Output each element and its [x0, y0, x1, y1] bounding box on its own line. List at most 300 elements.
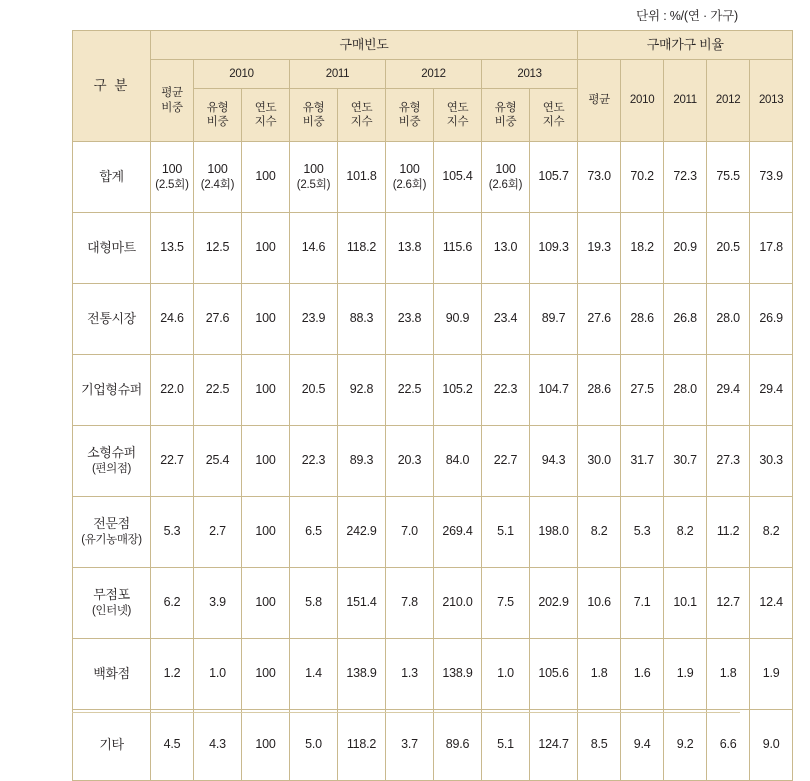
cell-2010-share	[194, 213, 242, 284]
cell-household-2010	[621, 284, 664, 355]
cell-2012-share	[386, 568, 434, 639]
cell-2011-share	[290, 284, 338, 355]
header-2012-year-index	[434, 89, 482, 142]
header-group-purchase-frequency: 구매빈도	[151, 31, 578, 60]
cell-2011-index	[338, 426, 386, 497]
cell-value: 13.8	[397, 240, 422, 255]
cell-value: 118.2	[346, 240, 377, 255]
cell-household-2011	[664, 639, 707, 710]
cell-value: 17.8	[759, 240, 783, 255]
cell-value: 7.0	[401, 524, 418, 539]
cell-value: 269.4	[442, 524, 473, 539]
header-household-2013: 2013	[750, 60, 793, 142]
cell-2010-index	[242, 142, 290, 213]
header-2013-year-index	[530, 89, 578, 142]
cell-2013-share	[482, 142, 530, 213]
cell-2013-index	[530, 426, 578, 497]
cell-value: 94.3	[541, 453, 566, 468]
cell-household-2012	[707, 142, 750, 213]
cell-value: 210.0	[442, 595, 473, 610]
cell-value: 202.9	[538, 595, 569, 610]
cell-value: 7.8	[401, 595, 418, 610]
cell-2011-share	[290, 426, 338, 497]
cell-value: 9.4	[633, 737, 651, 752]
cell-household-2010	[621, 710, 664, 781]
cell-household-2012	[707, 355, 750, 426]
cell-value: 22.7	[493, 453, 518, 468]
cell-2011-index	[338, 639, 386, 710]
cell-2010-share	[194, 142, 242, 213]
cell-value: 20.9	[673, 240, 697, 255]
cell-household-2011	[664, 284, 707, 355]
cell-value-note: (2.5회)	[155, 178, 189, 191]
cell-2013-share	[482, 639, 530, 710]
header-group-purchasing-household-ratio: 구매가구 비율	[578, 31, 793, 60]
cell-household-2011	[664, 710, 707, 781]
header-household-2012: 2012	[707, 60, 750, 142]
cell-value: 100	[255, 240, 276, 255]
cell-household-2012	[707, 497, 750, 568]
cell-value: 28.6	[630, 311, 654, 326]
cell-value: 1.3	[401, 666, 418, 681]
cell-2012-index	[434, 568, 482, 639]
cell-2011-share	[290, 497, 338, 568]
row-label-main: 대형마트	[87, 239, 136, 255]
row-label-main: 기타	[99, 736, 124, 752]
cell-value: 30.7	[673, 453, 697, 468]
row-header-label	[73, 710, 151, 781]
label-share-line1: 유형	[398, 101, 421, 114]
cell-value: 29.4	[759, 382, 783, 397]
cell-2012-index	[434, 213, 482, 284]
cell-value: 10.1	[673, 595, 697, 610]
cell-household-2011	[664, 142, 707, 213]
cell-2013-index	[530, 355, 578, 426]
cell-value: 20.3	[397, 453, 422, 468]
cell-2010-share	[194, 497, 242, 568]
cell-value: 8.2	[676, 524, 694, 539]
cell-value: 8.2	[762, 524, 780, 539]
cell-2012-index	[434, 426, 482, 497]
cell-value: 89.3	[349, 453, 374, 468]
cell-2011-share	[290, 355, 338, 426]
label-share-line1: 유형	[494, 101, 517, 114]
cell-value: 104.7	[538, 382, 569, 397]
cell-frequency-average	[151, 710, 194, 781]
row-header-label	[73, 284, 151, 355]
row-header-label	[73, 639, 151, 710]
cell-household-2010	[621, 355, 664, 426]
cell-household-average	[578, 639, 621, 710]
header-2012-type-share	[386, 89, 434, 142]
cell-value: 242.9	[346, 524, 377, 539]
cell-value: 27.6	[587, 311, 611, 326]
label-share-line2: 비중	[398, 116, 421, 128]
cell-value: 100	[255, 737, 276, 752]
cell-frequency-average	[151, 639, 194, 710]
cell-2010-share	[194, 284, 242, 355]
cell-household-2011	[664, 213, 707, 284]
cell-2012-index	[434, 284, 482, 355]
cell-household-2013	[750, 213, 793, 284]
row-header-label	[73, 142, 151, 213]
table-row	[73, 355, 793, 426]
cell-value: 8.5	[590, 737, 608, 752]
table-row	[73, 142, 793, 213]
cell-value: 9.0	[762, 737, 780, 752]
table-body	[73, 142, 793, 781]
cell-2010-index	[242, 426, 290, 497]
cell-value: 26.9	[759, 311, 783, 326]
cell-household-average	[578, 142, 621, 213]
cell-2011-share	[290, 710, 338, 781]
cell-value: 1.2	[163, 666, 181, 681]
cell-value: 13.5	[160, 240, 184, 255]
cell-value: 1.6	[633, 666, 651, 681]
cell-household-2011	[664, 497, 707, 568]
cell-household-average	[578, 497, 621, 568]
label-index-line1: 연도	[542, 101, 565, 114]
cell-2010-share	[194, 355, 242, 426]
table-header	[73, 31, 793, 142]
cell-2011-index	[338, 284, 386, 355]
header-2010-year-index	[242, 89, 290, 142]
cell-value: 28.0	[673, 382, 697, 397]
cell-2010-index	[242, 213, 290, 284]
cell-value: 28.0	[716, 311, 740, 326]
cell-value: 1.8	[719, 666, 737, 681]
header-year-2010: 2010	[194, 60, 290, 89]
cell-value: 100	[495, 162, 516, 176]
cell-2013-share	[482, 355, 530, 426]
cell-value: 1.0	[209, 666, 226, 681]
row-header-label	[73, 568, 151, 639]
row-label-main: 합계	[99, 168, 124, 184]
cell-value: 14.6	[301, 240, 326, 255]
table-row	[73, 497, 793, 568]
cell-2011-index	[338, 142, 386, 213]
cell-value: 88.3	[349, 311, 374, 326]
cell-value: 4.3	[209, 737, 226, 752]
cell-value: 12.4	[759, 595, 783, 610]
cell-value: 22.5	[205, 382, 230, 397]
header-2011-type-share	[290, 89, 338, 142]
cell-2012-index	[434, 710, 482, 781]
cell-2013-share	[482, 213, 530, 284]
label-share-line2: 비중	[206, 116, 229, 128]
cell-household-2010	[621, 568, 664, 639]
cell-household-2013	[750, 710, 793, 781]
cell-value: 138.9	[346, 666, 377, 681]
cell-household-2010	[621, 426, 664, 497]
row-label-main: 백화점	[93, 665, 130, 681]
cell-2011-share	[290, 213, 338, 284]
cell-household-average	[578, 568, 621, 639]
cell-2012-share	[386, 497, 434, 568]
cell-value-note: (2.5회)	[296, 178, 331, 191]
cell-2013-index	[530, 639, 578, 710]
cell-2011-share	[290, 142, 338, 213]
cell-household-2010	[621, 213, 664, 284]
cell-household-2013	[750, 639, 793, 710]
row-label-sub: (유기농매장)	[81, 533, 142, 546]
cell-frequency-average	[151, 142, 194, 213]
cell-value: 12.5	[205, 240, 230, 255]
cell-household-2012	[707, 568, 750, 639]
cell-2010-index	[242, 639, 290, 710]
unit-note: 단위 : %/(연 · 가구)	[636, 9, 738, 23]
cell-2012-share	[386, 639, 434, 710]
cell-value: 1.8	[590, 666, 608, 681]
cell-value: 100	[161, 162, 183, 176]
cell-2013-share	[482, 284, 530, 355]
cell-value: 18.2	[630, 240, 654, 255]
cell-value: 5.0	[305, 737, 322, 752]
cell-value: 118.2	[346, 737, 377, 752]
cell-value: 105.2	[442, 382, 473, 397]
cell-2010-share	[194, 426, 242, 497]
cell-value: 100	[255, 595, 276, 610]
cell-2013-index	[530, 710, 578, 781]
cell-value: 19.3	[587, 240, 611, 255]
label-share-line1: 유형	[206, 101, 229, 114]
cell-2010-index	[242, 284, 290, 355]
cell-value: 22.3	[301, 453, 326, 468]
cell-2013-share	[482, 568, 530, 639]
cell-value: 100	[303, 162, 324, 176]
cell-value: 100	[399, 162, 420, 176]
label-index-line1: 연도	[254, 101, 277, 114]
cell-value: 109.3	[538, 240, 569, 255]
cell-value: 100	[255, 311, 276, 326]
row-label-main: 전문점	[93, 516, 130, 532]
cell-2010-index	[242, 568, 290, 639]
cell-2011-index	[338, 497, 386, 568]
cell-value: 13.0	[493, 240, 518, 255]
cell-value: 23.9	[301, 311, 326, 326]
cell-value: 31.7	[630, 453, 654, 468]
cell-value: 100	[207, 162, 228, 176]
cell-value: 70.2	[630, 169, 654, 184]
cell-value: 100	[255, 524, 276, 539]
header-year-2011: 2011	[290, 60, 386, 89]
cell-value: 6.6	[719, 737, 737, 752]
label-index-line2: 지수	[254, 116, 277, 128]
cell-value: 100	[255, 169, 276, 184]
cell-value: 6.5	[305, 524, 322, 539]
header-2013-type-share	[482, 89, 530, 142]
row-label-main: 기업형슈퍼	[81, 381, 142, 397]
cell-value: 73.0	[587, 169, 611, 184]
label-share-line2: 비중	[494, 116, 517, 128]
cell-2012-index	[434, 639, 482, 710]
cell-value: 10.6	[587, 595, 611, 610]
cell-value: 3.7	[401, 737, 418, 752]
cell-value-note: (2.6회)	[488, 178, 523, 191]
cell-value: 89.6	[445, 737, 470, 752]
cell-frequency-average	[151, 426, 194, 497]
cell-household-2012	[707, 426, 750, 497]
cell-2012-share	[386, 355, 434, 426]
header-frequency-average-line1: 평균	[161, 87, 183, 100]
cell-2012-share	[386, 710, 434, 781]
cell-value: 24.6	[160, 311, 184, 326]
cell-value: 92.8	[349, 382, 374, 397]
cell-value: 100	[255, 453, 276, 468]
cell-household-2013	[750, 568, 793, 639]
cell-value: 101.8	[346, 169, 377, 184]
label-index-line2: 지수	[350, 116, 373, 128]
cell-2010-index	[242, 710, 290, 781]
cell-2010-index	[242, 497, 290, 568]
cell-2013-share	[482, 426, 530, 497]
cell-value: 5.3	[633, 524, 651, 539]
cell-2013-index	[530, 284, 578, 355]
cell-value: 1.4	[305, 666, 322, 681]
cell-2012-share	[386, 142, 434, 213]
cell-value: 5.3	[163, 524, 181, 539]
cell-value: 5.1	[497, 524, 514, 539]
cell-household-2012	[707, 284, 750, 355]
cell-2012-share	[386, 426, 434, 497]
bottom-rule	[72, 712, 740, 713]
cell-value: 1.9	[762, 666, 780, 681]
cell-household-2010	[621, 639, 664, 710]
cell-value: 3.9	[209, 595, 226, 610]
cell-household-2012	[707, 639, 750, 710]
cell-value: 90.9	[445, 311, 470, 326]
cell-2013-index	[530, 497, 578, 568]
row-label-sub: (편의점)	[92, 462, 131, 475]
cell-household-average	[578, 284, 621, 355]
row-label-main: 전통시장	[87, 310, 136, 326]
label-index-line2: 지수	[542, 116, 565, 128]
cell-2013-share	[482, 710, 530, 781]
label-index-line1: 연도	[446, 101, 469, 114]
cell-2011-share	[290, 568, 338, 639]
cell-value: 2.7	[209, 524, 226, 539]
cell-value: 23.8	[397, 311, 422, 326]
cell-value: 27.3	[716, 453, 740, 468]
cell-value: 100	[255, 666, 276, 681]
header-household-2010: 2010	[621, 60, 664, 142]
cell-value: 4.5	[163, 737, 181, 752]
cell-value: 138.9	[442, 666, 473, 681]
cell-2010-share	[194, 710, 242, 781]
row-header-label	[73, 355, 151, 426]
cell-value: 30.0	[587, 453, 611, 468]
cell-household-average	[578, 426, 621, 497]
cell-value: 22.5	[397, 382, 422, 397]
cell-value: 20.5	[716, 240, 740, 255]
cell-frequency-average	[151, 568, 194, 639]
cell-household-2013	[750, 355, 793, 426]
cell-2010-share	[194, 568, 242, 639]
cell-value: 28.6	[587, 382, 611, 397]
row-header-label	[73, 426, 151, 497]
cell-household-average	[578, 355, 621, 426]
cell-value: 20.5	[301, 382, 326, 397]
cell-value: 100	[255, 382, 276, 397]
row-header-label	[73, 497, 151, 568]
header-frequency-average-share	[151, 60, 194, 142]
cell-household-2010	[621, 142, 664, 213]
cell-value-note: (2.6회)	[392, 178, 427, 191]
cell-value: 105.4	[442, 169, 473, 184]
cell-value: 23.4	[493, 311, 518, 326]
cell-value: 29.4	[716, 382, 740, 397]
cell-household-2013	[750, 142, 793, 213]
cell-value-note: (2.4회)	[200, 178, 235, 191]
cell-value: 5.8	[305, 595, 322, 610]
header-2011-year-index	[338, 89, 386, 142]
cell-household-2012	[707, 213, 750, 284]
cell-household-average	[578, 710, 621, 781]
label-index-line1: 연도	[350, 101, 373, 114]
cell-value: 5.1	[497, 737, 514, 752]
cell-value: 22.3	[493, 382, 518, 397]
cell-household-average	[578, 213, 621, 284]
cell-2011-share	[290, 639, 338, 710]
row-label-main: 소형슈퍼	[87, 445, 136, 461]
cell-frequency-average	[151, 497, 194, 568]
cell-value: 25.4	[205, 453, 230, 468]
statistics-table	[72, 30, 793, 781]
table-row	[73, 568, 793, 639]
statistics-table-wrapper	[72, 30, 784, 781]
cell-value: 124.7	[538, 737, 569, 752]
cell-household-2013	[750, 426, 793, 497]
cell-value: 6.2	[163, 595, 181, 610]
cell-value: 73.9	[759, 169, 783, 184]
cell-2013-index	[530, 213, 578, 284]
cell-value: 9.2	[676, 737, 694, 752]
cell-value: 30.3	[759, 453, 783, 468]
cell-value: 84.0	[445, 453, 470, 468]
row-label-main: 무점포	[93, 587, 130, 603]
cell-2012-share	[386, 213, 434, 284]
cell-2012-share	[386, 284, 434, 355]
cell-2012-index	[434, 497, 482, 568]
header-corner-division: 구 분	[73, 31, 151, 142]
cell-value: 89.7	[541, 311, 566, 326]
header-frequency-average-line2: 비중	[161, 101, 183, 114]
cell-value: 27.6	[205, 311, 230, 326]
label-share-line1: 유형	[302, 101, 325, 114]
cell-household-2013	[750, 497, 793, 568]
header-year-2012: 2012	[386, 60, 482, 89]
cell-value: 151.4	[346, 595, 377, 610]
table-row	[73, 639, 793, 710]
cell-frequency-average	[151, 213, 194, 284]
cell-value: 22.7	[160, 453, 184, 468]
row-header-label	[73, 213, 151, 284]
cell-value: 1.0	[497, 666, 514, 681]
cell-2012-index	[434, 355, 482, 426]
table-row	[73, 710, 793, 781]
header-household-average: 평균	[578, 60, 621, 142]
cell-2013-share	[482, 497, 530, 568]
cell-2011-index	[338, 710, 386, 781]
cell-2011-index	[338, 355, 386, 426]
cell-2013-index	[530, 568, 578, 639]
cell-frequency-average	[151, 284, 194, 355]
cell-value: 105.6	[538, 666, 569, 681]
cell-value: 105.7	[538, 169, 569, 184]
header-household-2011: 2011	[664, 60, 707, 142]
table-row	[73, 213, 793, 284]
cell-household-2011	[664, 568, 707, 639]
